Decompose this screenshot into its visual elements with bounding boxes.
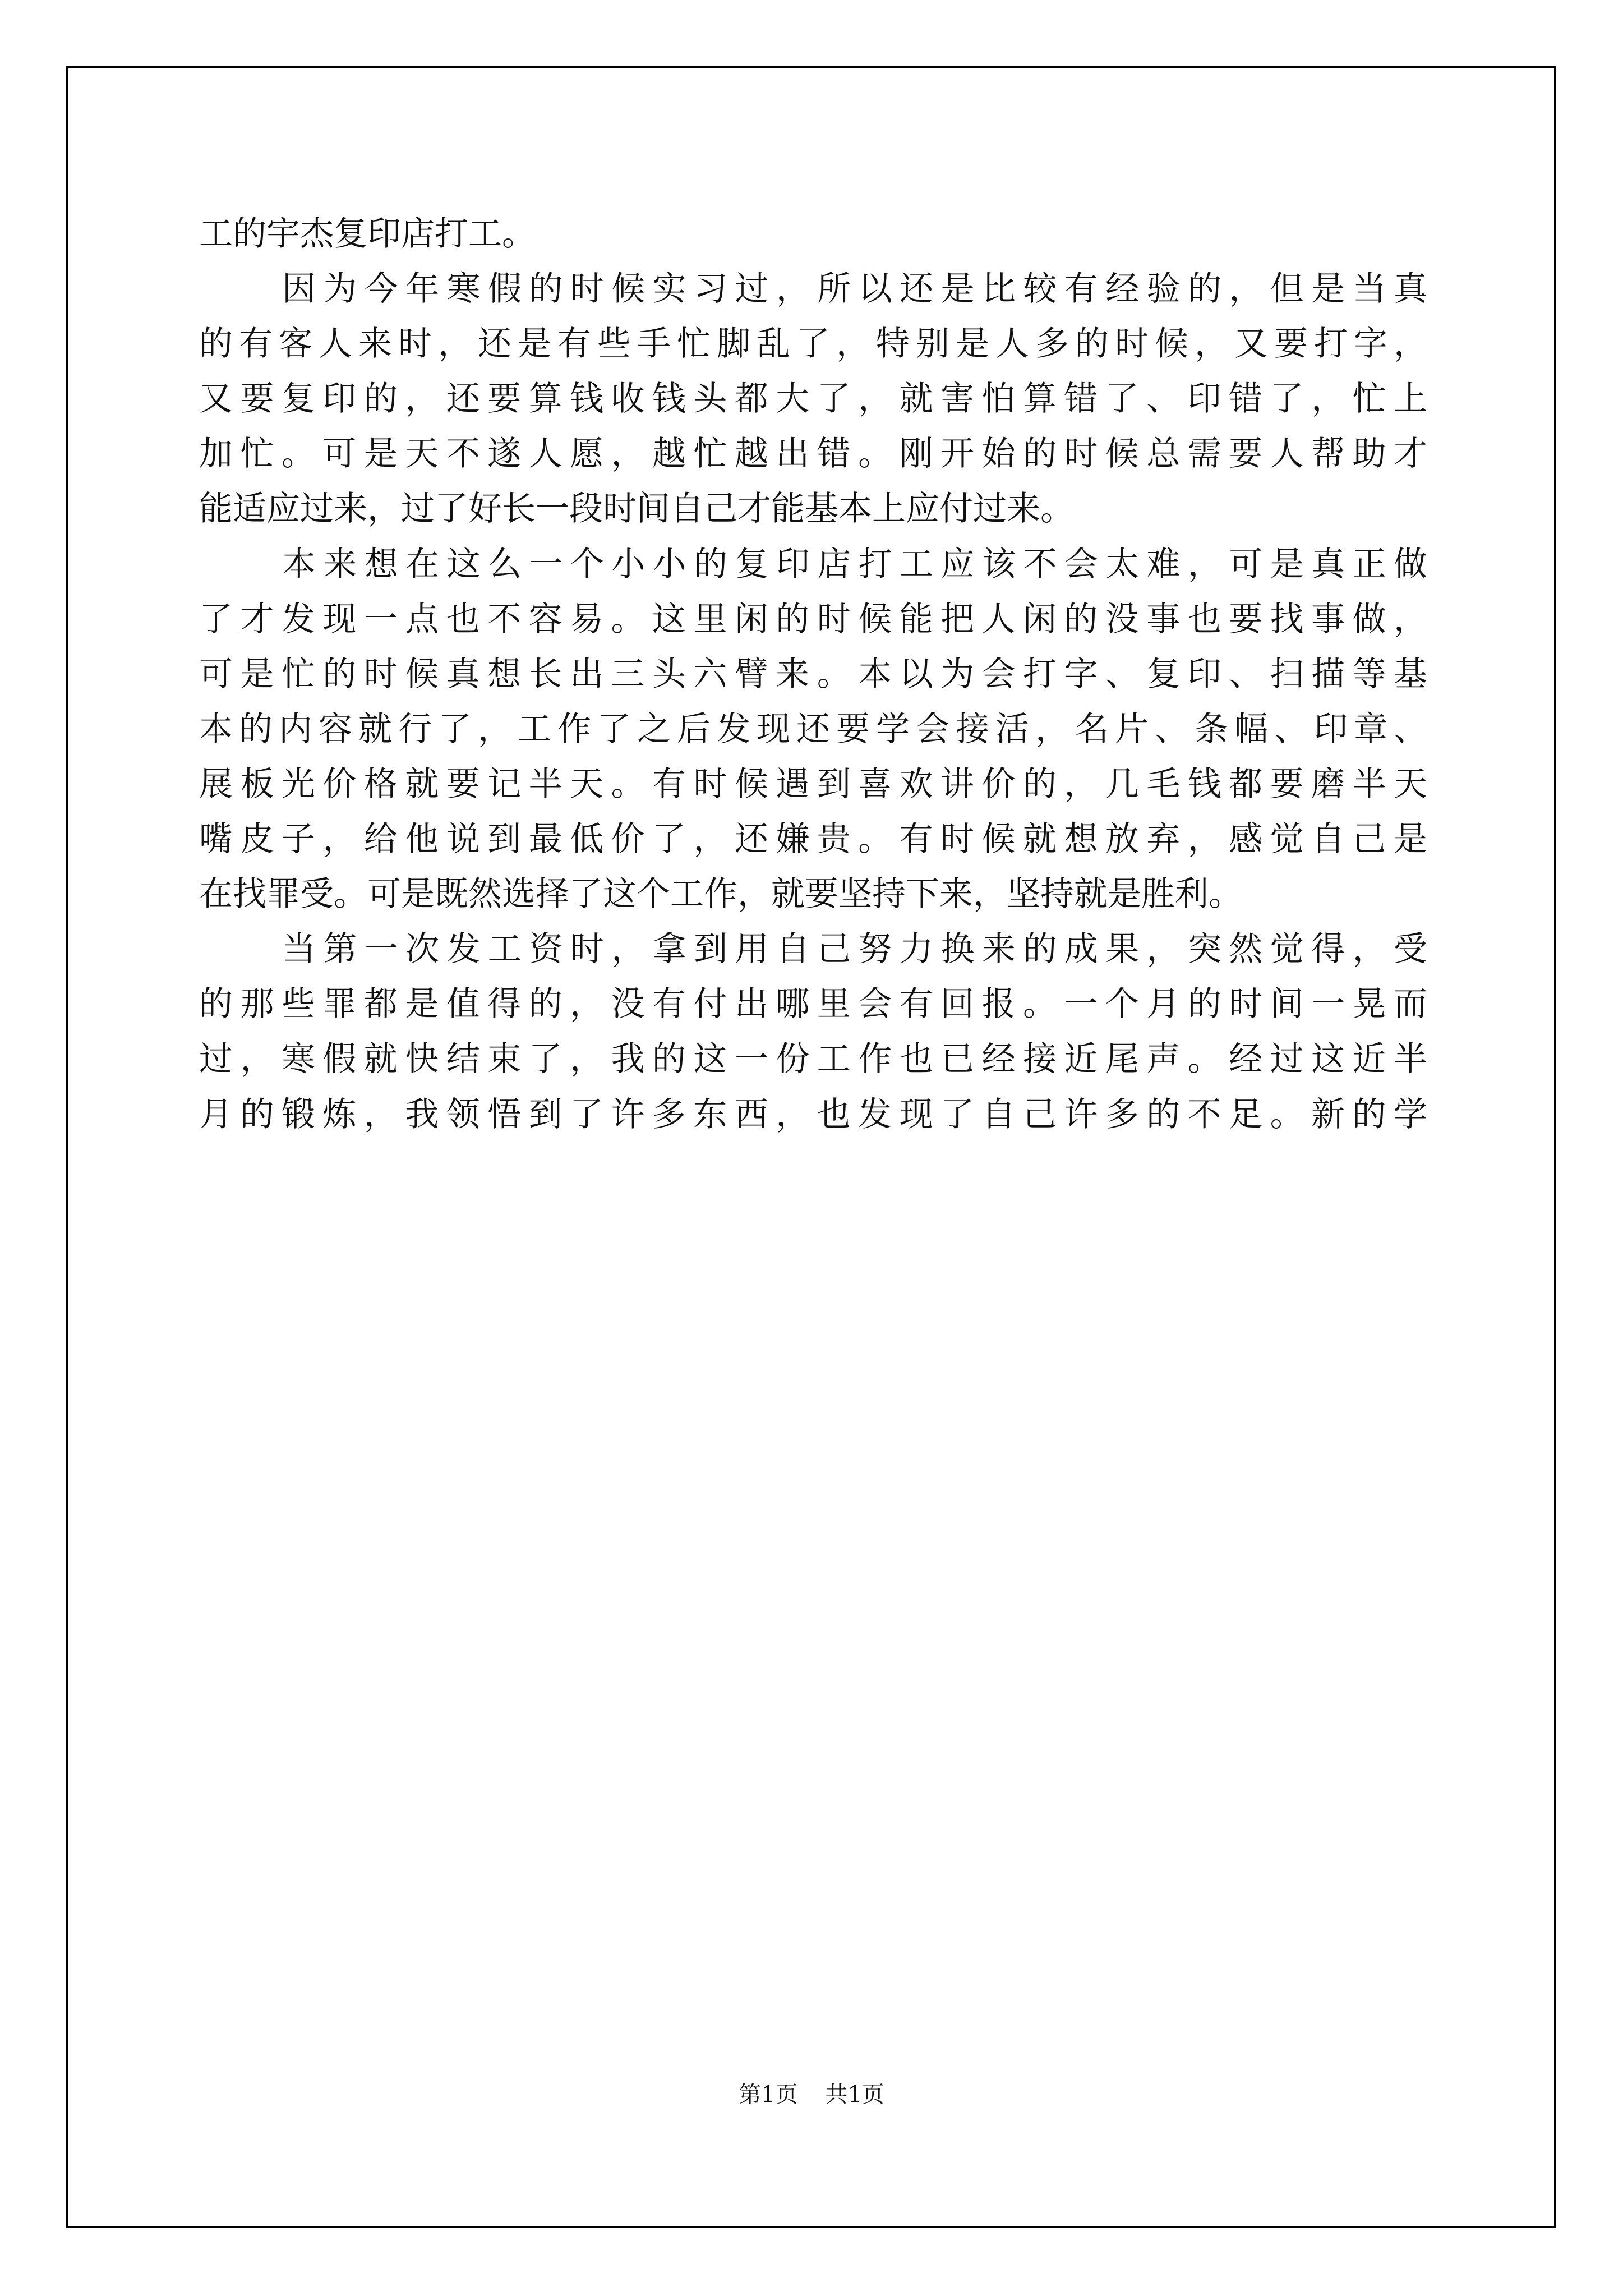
page-footer bbox=[0, 2077, 1623, 2109]
text-line: 过，寒假就快结束了，我的这一份工作也已经接近尾声。经过这近半 bbox=[199, 1039, 1427, 1079]
text-line: 又要复印的，还要算钱收钱头都大了，就害怕算错了、印错了，忙上 bbox=[199, 379, 1427, 419]
page-number-total: 共1页 bbox=[825, 2082, 884, 2108]
text-line: 在找罪受。可是既然选择了这个工作，就要坚持下来，坚持就是胜利。 bbox=[199, 875, 1242, 914]
text-line: 工的宇杰复印店打工。 bbox=[199, 214, 536, 254]
paragraph-first-line: 当第一次发工资时，拿到用自己努力换来的成果，突然觉得，受 bbox=[282, 930, 1427, 969]
text-line: 加忙。可是天不遂人愿，越忙越出错。刚开始的时候总需要人帮助才 bbox=[199, 434, 1427, 474]
text-line: 的那些罪都是值得的，没有付出哪里会有回报。一个月的时间一晃而 bbox=[199, 984, 1427, 1024]
text-line: 展板光价格就要记半天。有时候遇到喜欢讲价的，几毛钱都要磨半天 bbox=[199, 764, 1427, 804]
text-line: 本的内容就行了，工作了之后发现还要学会接活，名片、条幅、印章、 bbox=[199, 709, 1427, 749]
text-line: 了才发现一点也不容易。这里闲的时候能把人闲的没事也要找事做， bbox=[199, 599, 1427, 639]
text-line: 能适应过来，过了好长一段时间自己才能基本上应付过来。 bbox=[199, 489, 1074, 529]
text-line: 的有客人来时，还是有些手忙脚乱了，特别是人多的时候，又要打字， bbox=[199, 324, 1427, 364]
text-line: 嘴皮子，给他说到最低价了，还嫌贵。有时候就想放弃，感觉自己是 bbox=[199, 820, 1427, 859]
text-line: 可是忙的时候真想长出三头六臂来。本以为会打字、复印、扫描等基 bbox=[199, 654, 1427, 694]
paragraph-first-line: 因为今年寒假的时候实习过，所以还是比较有经验的，但是当真 bbox=[282, 269, 1427, 309]
document-body bbox=[199, 206, 1427, 1142]
paragraph-first-line: 本来想在这么一个小小的复印店打工应该不会太难，可是真正做 bbox=[282, 544, 1427, 584]
text-line: 月的锻炼，我领悟到了许多东西，也发现了自己许多的不足。新的学 bbox=[199, 1094, 1427, 1134]
page-number-current: 第1页 bbox=[739, 2082, 798, 2108]
